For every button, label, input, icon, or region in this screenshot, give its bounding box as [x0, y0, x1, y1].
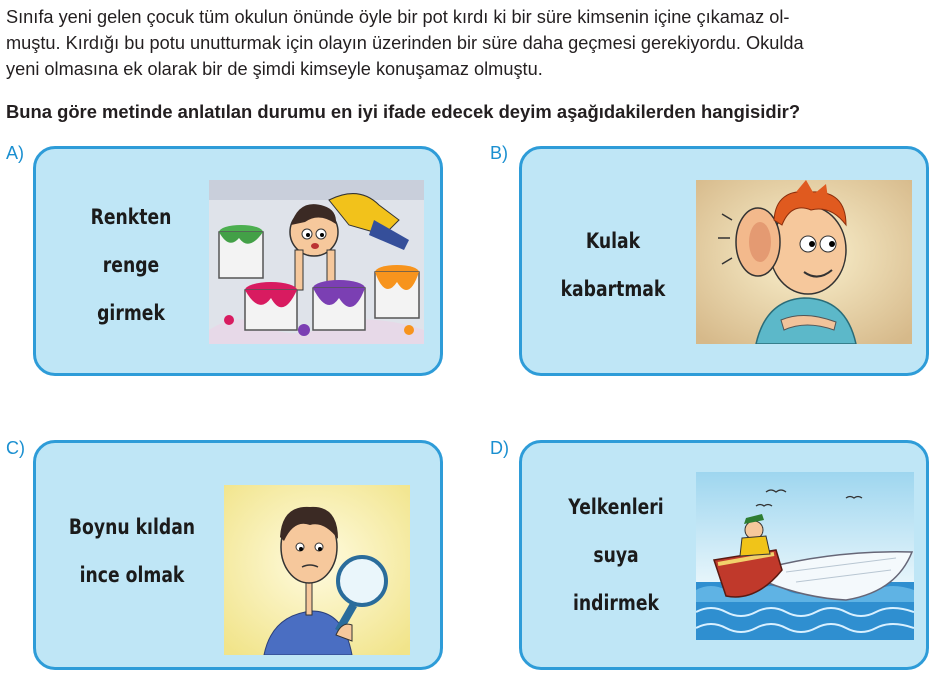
passage-line: yeni olmasına ek olarak bir de şimdi kimseyle konuşamaz olmuştu. [6, 59, 543, 79]
magnifier-image [224, 485, 410, 655]
option-a-line: girmek [97, 301, 165, 325]
option-c-card[interactable] [33, 440, 443, 670]
option-d-line: indirmek [573, 591, 659, 615]
big-ear-image [696, 180, 912, 344]
option-c-letter[interactable]: C) [6, 438, 25, 458]
option-a-text [61, 193, 200, 337]
option-c-line: ince olmak [79, 563, 185, 587]
option-a-line: Renkten renge [90, 205, 172, 277]
big-ear-illustration [696, 180, 912, 344]
option-b-line: kabartmak [560, 277, 666, 301]
option-d-text [555, 483, 676, 627]
option-c-line: Boynu kıldan [68, 515, 196, 539]
sailboat-illustration [696, 472, 914, 640]
option-b-letter[interactable]: B) [490, 143, 508, 163]
option-b-text [552, 217, 675, 313]
option-d-line: suya [593, 543, 639, 567]
paint-buckets-image [209, 180, 424, 344]
option-d-letter[interactable]: D) [490, 438, 509, 458]
passage-line: muştu. Kırdığı bu potu unutturmak için olayın üzerinden bir süre daha geçmesi gerekiyordu. Okulda [6, 33, 804, 53]
option-c-text [63, 503, 201, 599]
option-a-card[interactable] [33, 146, 443, 376]
question-text: Buna göre metinde anlatılan durumu en iyi ifade edecek deyim aşağıdakilerden hangisidir? [6, 101, 801, 122]
option-d-line: Yelkenleri [568, 495, 664, 519]
option-b-card[interactable] [519, 146, 929, 376]
paint-buckets-illustration [209, 180, 424, 344]
option-a-letter[interactable]: A) [6, 143, 24, 163]
magnifier-illustration [224, 485, 410, 655]
option-b-line: Kulak [585, 229, 641, 253]
option-d-card[interactable] [519, 440, 929, 670]
passage-text [6, 4, 932, 82]
passage-line: Sınıfa yeni gelen çocuk tüm okulun önünde öyle bir pot kırdı ki bir süre kimsenin içine çıkamaz ol- [6, 7, 790, 27]
sailboat-image [696, 472, 914, 640]
